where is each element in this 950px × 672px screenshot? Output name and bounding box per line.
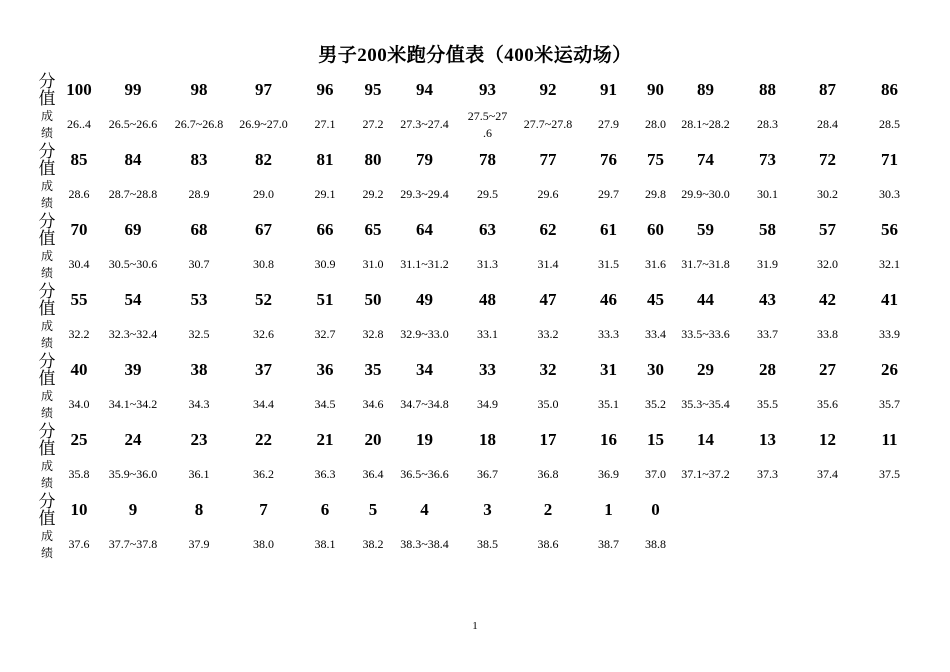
score-cell: 63: [479, 219, 496, 239]
score-row: [36, 492, 921, 527]
score-cell: 21: [316, 429, 334, 449]
score-cell: 88: [759, 79, 776, 99]
score-row-label: 分 值: [38, 211, 56, 248]
score-cell: 70: [70, 219, 88, 239]
score-cell: 26: [881, 359, 898, 379]
score-cell: 93: [479, 79, 496, 99]
time-cell: 31.7~31.8: [681, 257, 730, 271]
time-cell: [738, 527, 797, 562]
score-cell: 99: [124, 79, 142, 99]
time-cell: 33.1: [477, 327, 498, 341]
time-cell: 33.3: [598, 327, 619, 341]
score-cell: 46: [600, 289, 617, 309]
time-row-label: 成 绩: [40, 388, 53, 420]
score-cell: 27: [819, 359, 836, 379]
time-cell: 26.7~26.8: [174, 117, 224, 131]
time-cell: 37.7~37.8: [108, 537, 158, 551]
time-cell: 33.9: [879, 327, 900, 341]
score-cell: 73: [759, 149, 776, 169]
time-row: [36, 387, 921, 422]
time-row-label: 成 绩: [40, 108, 53, 140]
page-number: 1: [472, 620, 478, 632]
score-cell: 75: [647, 149, 664, 169]
time-cell: 33.7: [757, 327, 778, 341]
time-cell: 27.5~27 .6: [467, 108, 508, 140]
score-cell: 31: [600, 359, 617, 379]
time-cell: 30.5~30.6: [108, 257, 158, 271]
time-cell: 35.7: [879, 397, 900, 411]
score-cell: 94: [416, 79, 433, 99]
time-cell: 32.8: [362, 327, 384, 341]
time-cell: 32.0: [817, 257, 838, 271]
time-cell: 28.5: [879, 117, 900, 131]
score-cell: 39: [124, 359, 142, 379]
score-cell: 6: [320, 499, 330, 519]
score-cell: 20: [364, 429, 382, 449]
time-cell: 28.1~28.2: [681, 117, 730, 131]
score-cell: 97: [255, 79, 272, 99]
score-cell: 89: [697, 79, 714, 99]
time-cell: 34.3: [188, 397, 210, 411]
score-row: [36, 282, 921, 317]
time-cell: 34.1~34.2: [108, 397, 158, 411]
score-cell: 84: [124, 149, 142, 169]
score-cell: 95: [364, 79, 382, 99]
score-cell: 8: [194, 499, 204, 519]
time-cell: 27.2: [362, 117, 384, 131]
time-cell: 32.2: [68, 327, 90, 341]
time-cell: 35.5: [757, 397, 778, 411]
time-cell: 35.2: [645, 397, 666, 411]
time-cell: 27.7~27.8: [523, 117, 573, 131]
time-cell: 32.9~33.0: [400, 327, 449, 341]
score-cell: 23: [190, 429, 208, 449]
score-row-label: 分 值: [38, 491, 56, 528]
score-cell: 55: [70, 289, 88, 309]
time-cell: 29.0: [253, 187, 274, 201]
score-cell: 19: [416, 429, 433, 449]
time-cell: 36.2: [253, 467, 274, 481]
score-cell: 0: [651, 499, 660, 519]
time-cell: 28.9: [188, 187, 210, 201]
time-cell: 27.1: [314, 117, 336, 131]
time-cell: 29.5: [477, 187, 498, 201]
score-cell: 12: [819, 429, 836, 449]
time-cell: 33.8: [817, 327, 838, 341]
time-cell: 27.3~27.4: [400, 117, 449, 131]
time-cell: 36.5~36.6: [400, 467, 449, 481]
time-cell: 28.6: [68, 187, 90, 201]
score-cell: 45: [647, 289, 664, 309]
score-cell: 34: [416, 359, 433, 379]
score-cell: 13: [759, 429, 776, 449]
score-cell: 100: [66, 79, 92, 99]
time-cell: 38.1: [314, 537, 336, 551]
time-cell: 33.5~33.6: [681, 327, 730, 341]
score-cell: 69: [124, 219, 142, 239]
score-cell: 50: [364, 289, 382, 309]
time-cell: 26.9~27.0: [239, 117, 288, 131]
time-cell: 38.8: [645, 537, 666, 551]
score-cell: 48: [479, 289, 496, 309]
time-cell: 34.0: [68, 397, 90, 411]
time-cell: 26..4: [67, 117, 91, 131]
score-cell: 29: [697, 359, 714, 379]
time-cell: 36.9: [598, 467, 619, 481]
score-cell: 67: [255, 219, 272, 239]
time-cell: 27.9: [598, 117, 619, 131]
score-cell: 68: [190, 219, 208, 239]
score-cell: 59: [697, 219, 714, 239]
score-cell: 32: [539, 359, 557, 379]
score-cell: 90: [647, 79, 664, 99]
score-cell: 92: [539, 79, 557, 99]
time-cell: 30.1: [757, 187, 778, 201]
time-cell: 31.1~31.2: [400, 257, 449, 271]
time-cell: 28.0: [645, 117, 666, 131]
score-cell: 60: [647, 219, 664, 239]
score-cell: 80: [364, 149, 382, 169]
score-row-label: 分 值: [38, 281, 56, 318]
time-cell: 31.4: [537, 257, 559, 271]
time-cell: 29.6: [537, 187, 559, 201]
score-cell: 33: [479, 359, 496, 379]
page-title: 男子200米跑分值表（400米运动场）: [318, 45, 632, 66]
score-cell: 38: [190, 359, 208, 379]
score-cell: 52: [255, 289, 272, 309]
time-cell: 35.9~36.0: [108, 467, 158, 481]
time-cell: 28.4: [817, 117, 838, 131]
score-cell: [738, 492, 797, 527]
time-cell: 36.1: [188, 467, 210, 481]
table-body: [36, 72, 921, 562]
time-cell: 31.6: [645, 257, 666, 271]
time-cell: 35.3~35.4: [681, 397, 730, 411]
time-cell: 37.4: [817, 467, 838, 481]
time-row: [36, 107, 921, 142]
time-cell: 37.9: [188, 537, 210, 551]
score-cell: 77: [539, 149, 557, 169]
score-cell: 98: [190, 79, 208, 99]
score-cell: 57: [819, 219, 836, 239]
time-cell: 34.4: [253, 397, 274, 411]
time-cell: 36.8: [537, 467, 559, 481]
time-cell: 30.2: [817, 187, 838, 201]
time-cell: 34.5: [314, 397, 336, 411]
time-cell: [673, 527, 738, 562]
score-cell: 47: [539, 289, 557, 309]
time-row: [36, 317, 921, 352]
score-cell: 72: [819, 149, 836, 169]
score-cell: 96: [316, 79, 334, 99]
score-row-label: 分 值: [38, 71, 56, 108]
time-cell: 26.5~26.6: [108, 117, 158, 131]
score-cell: 51: [316, 289, 334, 309]
score-cell: 43: [759, 289, 776, 309]
score-cell: [797, 492, 858, 527]
score-row: [36, 72, 921, 107]
time-cell: 32.6: [253, 327, 274, 341]
time-cell: 36.3: [314, 467, 336, 481]
score-cell: 24: [124, 429, 142, 449]
time-row-label: 成 绩: [40, 528, 53, 560]
score-cell: 81: [316, 149, 334, 169]
score-cell: 41: [881, 289, 898, 309]
time-cell: 38.0: [253, 537, 274, 551]
score-cell: 91: [600, 79, 617, 99]
time-cell: 34.6: [362, 397, 384, 411]
time-cell: 28.3: [757, 117, 778, 131]
score-cell: 76: [600, 149, 617, 169]
score-cell: 65: [364, 219, 382, 239]
score-cell: 16: [600, 429, 617, 449]
score-cell: 62: [539, 219, 557, 239]
time-row: [36, 457, 921, 492]
score-cell: 5: [368, 499, 378, 519]
score-cell: 79: [416, 149, 433, 169]
time-cell: 38.6: [537, 537, 559, 551]
time-row-label: 成 绩: [40, 248, 53, 280]
score-cell: 42: [819, 289, 836, 309]
time-cell: 31.5: [598, 257, 619, 271]
time-cell: 35.1: [598, 397, 619, 411]
time-cell: 38.7: [598, 537, 619, 551]
score-cell: 71: [881, 149, 898, 169]
score-cell: 3: [483, 499, 492, 519]
time-cell: 29.3~29.4: [400, 187, 449, 201]
score-cell: 85: [70, 149, 88, 169]
score-row-label: 分 值: [38, 351, 56, 388]
time-row-label: 成 绩: [40, 178, 53, 210]
time-cell: 37.6: [68, 537, 90, 551]
time-cell: 31.3: [477, 257, 498, 271]
score-row: [36, 142, 921, 177]
score-cell: [673, 492, 738, 527]
score-row-label: 分 值: [38, 421, 56, 458]
time-cell: 37.5: [879, 467, 900, 481]
time-cell: [797, 527, 858, 562]
time-cell: 31.9: [757, 257, 778, 271]
time-cell: 32.5: [188, 327, 210, 341]
score-cell: 78: [479, 149, 496, 169]
score-cell: [858, 492, 921, 527]
time-cell: 31.0: [362, 257, 384, 271]
score-cell: 14: [697, 429, 714, 449]
time-cell: 32.1: [879, 257, 900, 271]
time-row-label: 成 绩: [40, 458, 53, 490]
time-cell: 29.8: [645, 187, 666, 201]
time-cell: 33.2: [537, 327, 559, 341]
score-cell: 83: [190, 149, 208, 169]
score-cell: 44: [697, 289, 714, 309]
score-cell: 66: [316, 219, 334, 239]
score-cell: 82: [255, 149, 272, 169]
time-cell: 36.4: [362, 467, 384, 481]
score-cell: 49: [416, 289, 433, 309]
time-cell: 35.8: [68, 467, 90, 481]
score-cell: 87: [819, 79, 836, 99]
time-cell: 33.4: [645, 327, 666, 341]
score-row-label: 分 值: [38, 141, 56, 178]
time-cell: 37.0: [645, 467, 666, 481]
time-cell: 29.2: [362, 187, 384, 201]
time-cell: 38.3~38.4: [400, 537, 449, 551]
time-row: [36, 527, 921, 562]
time-cell: 30.3: [879, 187, 900, 201]
score-cell: 58: [759, 219, 776, 239]
time-cell: 30.8: [253, 257, 274, 271]
score-cell: 4: [420, 499, 429, 519]
score-cell: 22: [255, 429, 272, 449]
score-cell: 25: [70, 429, 88, 449]
score-row: [36, 422, 921, 457]
time-cell: 35.6: [817, 397, 838, 411]
score-cell: 53: [190, 289, 208, 309]
score-cell: 15: [647, 429, 664, 449]
time-row: [36, 247, 921, 282]
score-cell: 1: [604, 499, 613, 519]
score-cell: 18: [479, 429, 496, 449]
score-cell: 74: [697, 149, 714, 169]
time-cell: 36.7: [477, 467, 498, 481]
score-cell: 30: [647, 359, 664, 379]
score-row: [36, 352, 921, 387]
score-cell: 40: [70, 359, 88, 379]
time-cell: 34.7~34.8: [400, 397, 449, 411]
score-cell: 37: [255, 359, 272, 379]
score-cell: 35: [364, 359, 382, 379]
time-cell: 29.9~30.0: [681, 187, 730, 201]
score-cell: 36: [316, 359, 334, 379]
time-cell: 37.1~37.2: [681, 467, 730, 481]
time-cell: 30.7: [188, 257, 210, 271]
score-cell: 9: [128, 499, 138, 519]
time-cell: 32.7: [314, 327, 336, 341]
score-cell: 11: [881, 429, 898, 449]
time-cell: 29.1: [314, 187, 336, 201]
time-cell: 32.3~32.4: [108, 327, 158, 341]
score-cell: 10: [70, 499, 88, 519]
time-cell: 34.9: [477, 397, 498, 411]
time-row-label: 成 绩: [40, 318, 53, 350]
score-cell: 54: [124, 289, 142, 309]
time-cell: 37.3: [757, 467, 778, 481]
score-cell: 28: [759, 359, 776, 379]
score-row: [36, 212, 921, 247]
time-cell: 35.0: [537, 397, 559, 411]
score-cell: 56: [881, 219, 898, 239]
time-cell: 38.5: [477, 537, 498, 551]
score-cell: 17: [539, 429, 557, 449]
time-cell: 38.2: [362, 537, 384, 551]
time-row: [36, 177, 921, 212]
time-cell: 28.7~28.8: [108, 187, 158, 201]
score-cell: 7: [259, 499, 268, 519]
time-cell: [858, 527, 921, 562]
time-cell: 29.7: [598, 187, 619, 201]
time-cell: 30.9: [314, 257, 336, 271]
score-cell: 86: [881, 79, 898, 99]
score-cell: 64: [416, 219, 433, 239]
score-table: [36, 72, 921, 562]
score-cell: 61: [600, 219, 617, 239]
time-cell: 30.4: [68, 257, 90, 271]
score-cell: 2: [543, 499, 553, 519]
